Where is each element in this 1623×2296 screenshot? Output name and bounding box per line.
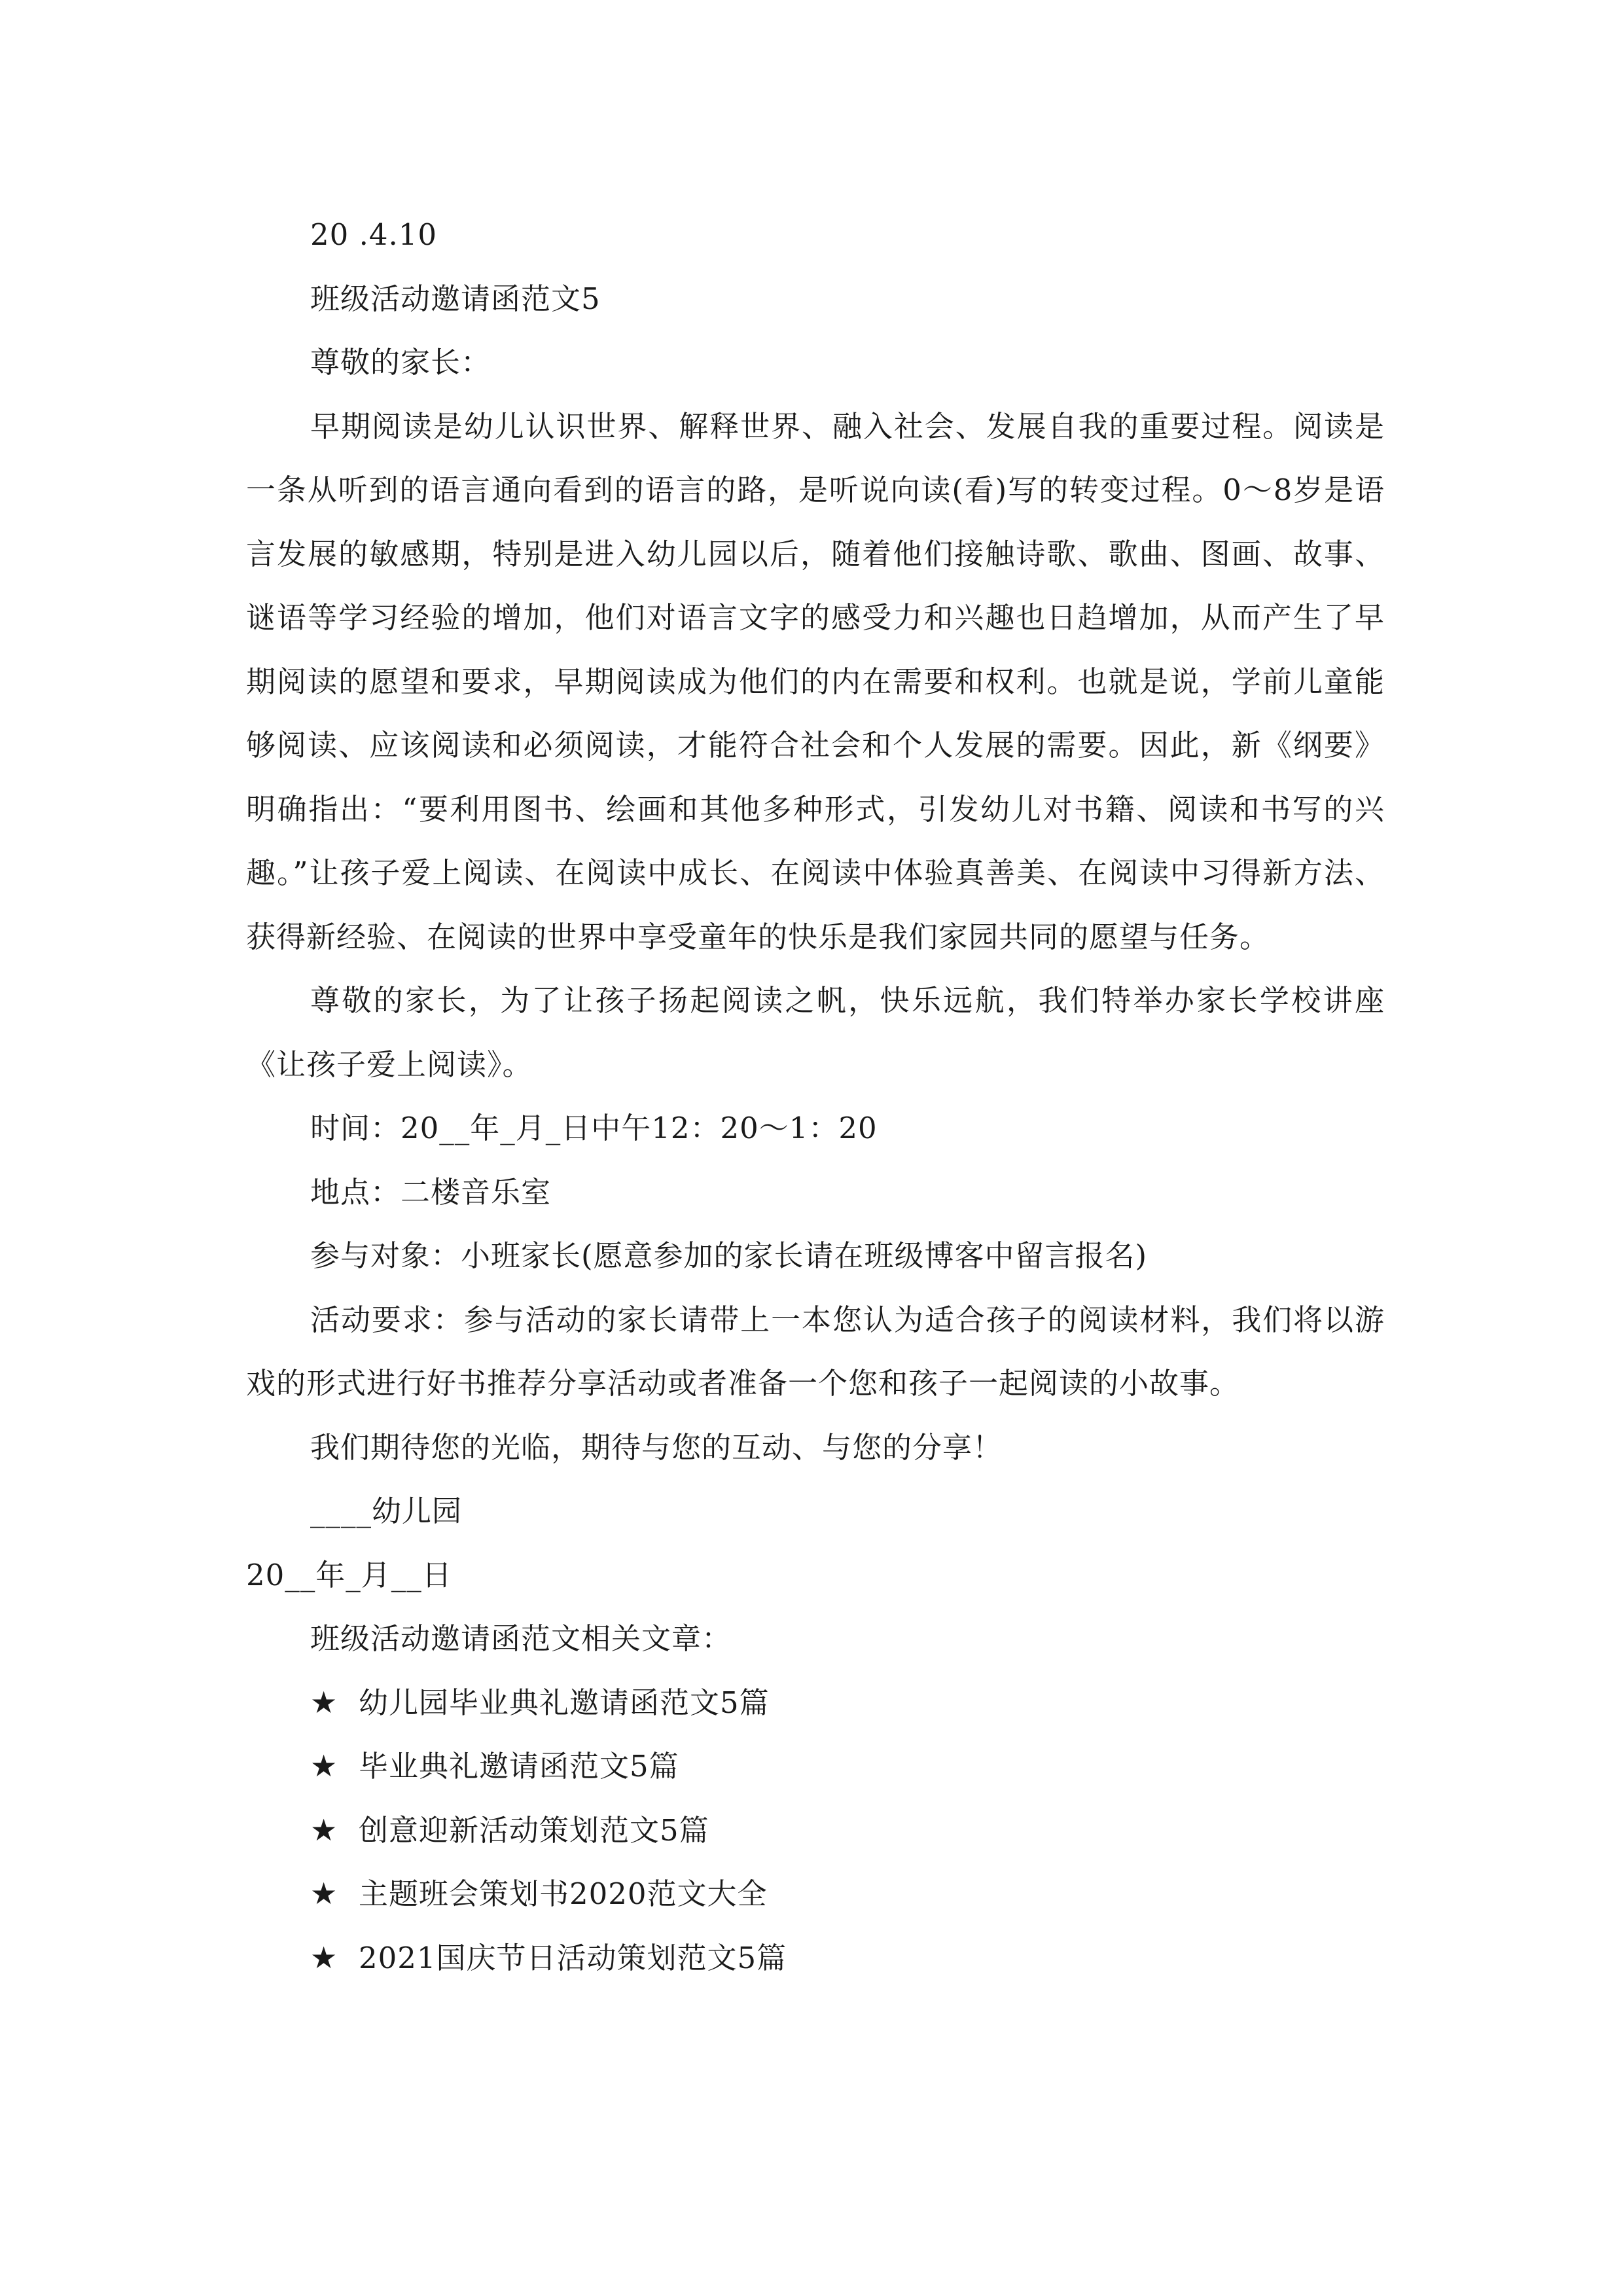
body-paragraph-lecture: 尊敬的家长，为了让孩子扬起阅读之帆，快乐远航，我们特举办家长学校讲座《让孩子爱上阅读》。 [246,983,1385,1082]
star-icon: ★ [310,1684,338,1720]
related-article-link[interactable] [246,1671,1385,1735]
star-icon: ★ [310,1812,338,1848]
body-paragraph-reading: 早期阅读是幼儿认识世界、解释世界、融入社会、发展自我的重要过程。阅读是一条从听到的语言通向看到的语言的路，是听说向读(看)写的转变过程。0～8岁是语言发展的敏感期，特别是进入幼儿园以后，随着他们接触诗歌、歌曲、图画、故事、谜语等学习经验的增加，他们对语言文字的感受力和兴趣也日趋增加，从而产生了早期阅读的愿望和要求，早期阅读成为他们的内在需要和权利。也就是说，学前儿童能够阅读、应该阅读和必须阅读，才能符合社会和个人发展的需要。因此，新《纲要》明确指出：“要利用图书、绘画和其他多种形式，引发幼儿对书籍、阅读和书写的兴趣。”让孩子爱上阅读、在阅读中成长、在阅读中体验真善美、在阅读中习得新方法、获得新经验、在阅读的世界中享受童年的快乐是我们家园共同的愿望与任务。 [246,408,1385,954]
related-article-title[interactable]: 主题班会策划书2020范文大全 [359,1876,768,1911]
related-article-link[interactable] [246,1862,1385,1926]
section-title: 班级活动邀请函范文5 [310,281,601,316]
salutation: 尊敬的家长： [310,345,491,380]
related-article-title[interactable]: 创意迎新活动策划范文5篇 [359,1812,709,1848]
event-place: 地点：二楼音乐室 [310,1174,552,1210]
related-article-link[interactable] [246,1799,1385,1863]
signature-date: 20__年_月__日 [246,1557,452,1592]
signature-kindergarten: ____幼儿园 [310,1494,463,1528]
star-icon: ★ [310,1939,338,1975]
star-icon: ★ [310,1748,338,1784]
related-article-link[interactable] [246,1734,1385,1799]
closing-line: 我们期待您的光临，期待与您的互动、与您的分享！ [310,1429,1003,1465]
event-participants: 参与对象：小班家长(愿意参加的家长请在班级博客中留言报名) [310,1238,1148,1273]
related-heading: 班级活动邀请函范文相关文章： [310,1621,732,1656]
related-article-link[interactable] [246,1926,1385,1990]
event-requirements: 活动要求：参与活动的家长请带上一本您认为适合孩子的阅读材料，我们将以游戏的形式进行好书推荐分享活动或者准备一个您和孩子一起阅读的小故事。 [246,1302,1385,1401]
event-time: 时间：20__年_月_日中午12：20～1：20 [310,1111,878,1145]
document-body [246,203,1385,1990]
related-article-title[interactable]: 毕业典礼邀请函范文5篇 [359,1749,679,1784]
date-line: 20 .4.10 [310,217,438,252]
related-article-title[interactable]: 幼儿园毕业典礼邀请函范文5篇 [359,1685,770,1720]
star-icon: ★ [310,1876,338,1911]
related-article-title[interactable]: 2021国庆节日活动策划范文5篇 [359,1940,787,1975]
